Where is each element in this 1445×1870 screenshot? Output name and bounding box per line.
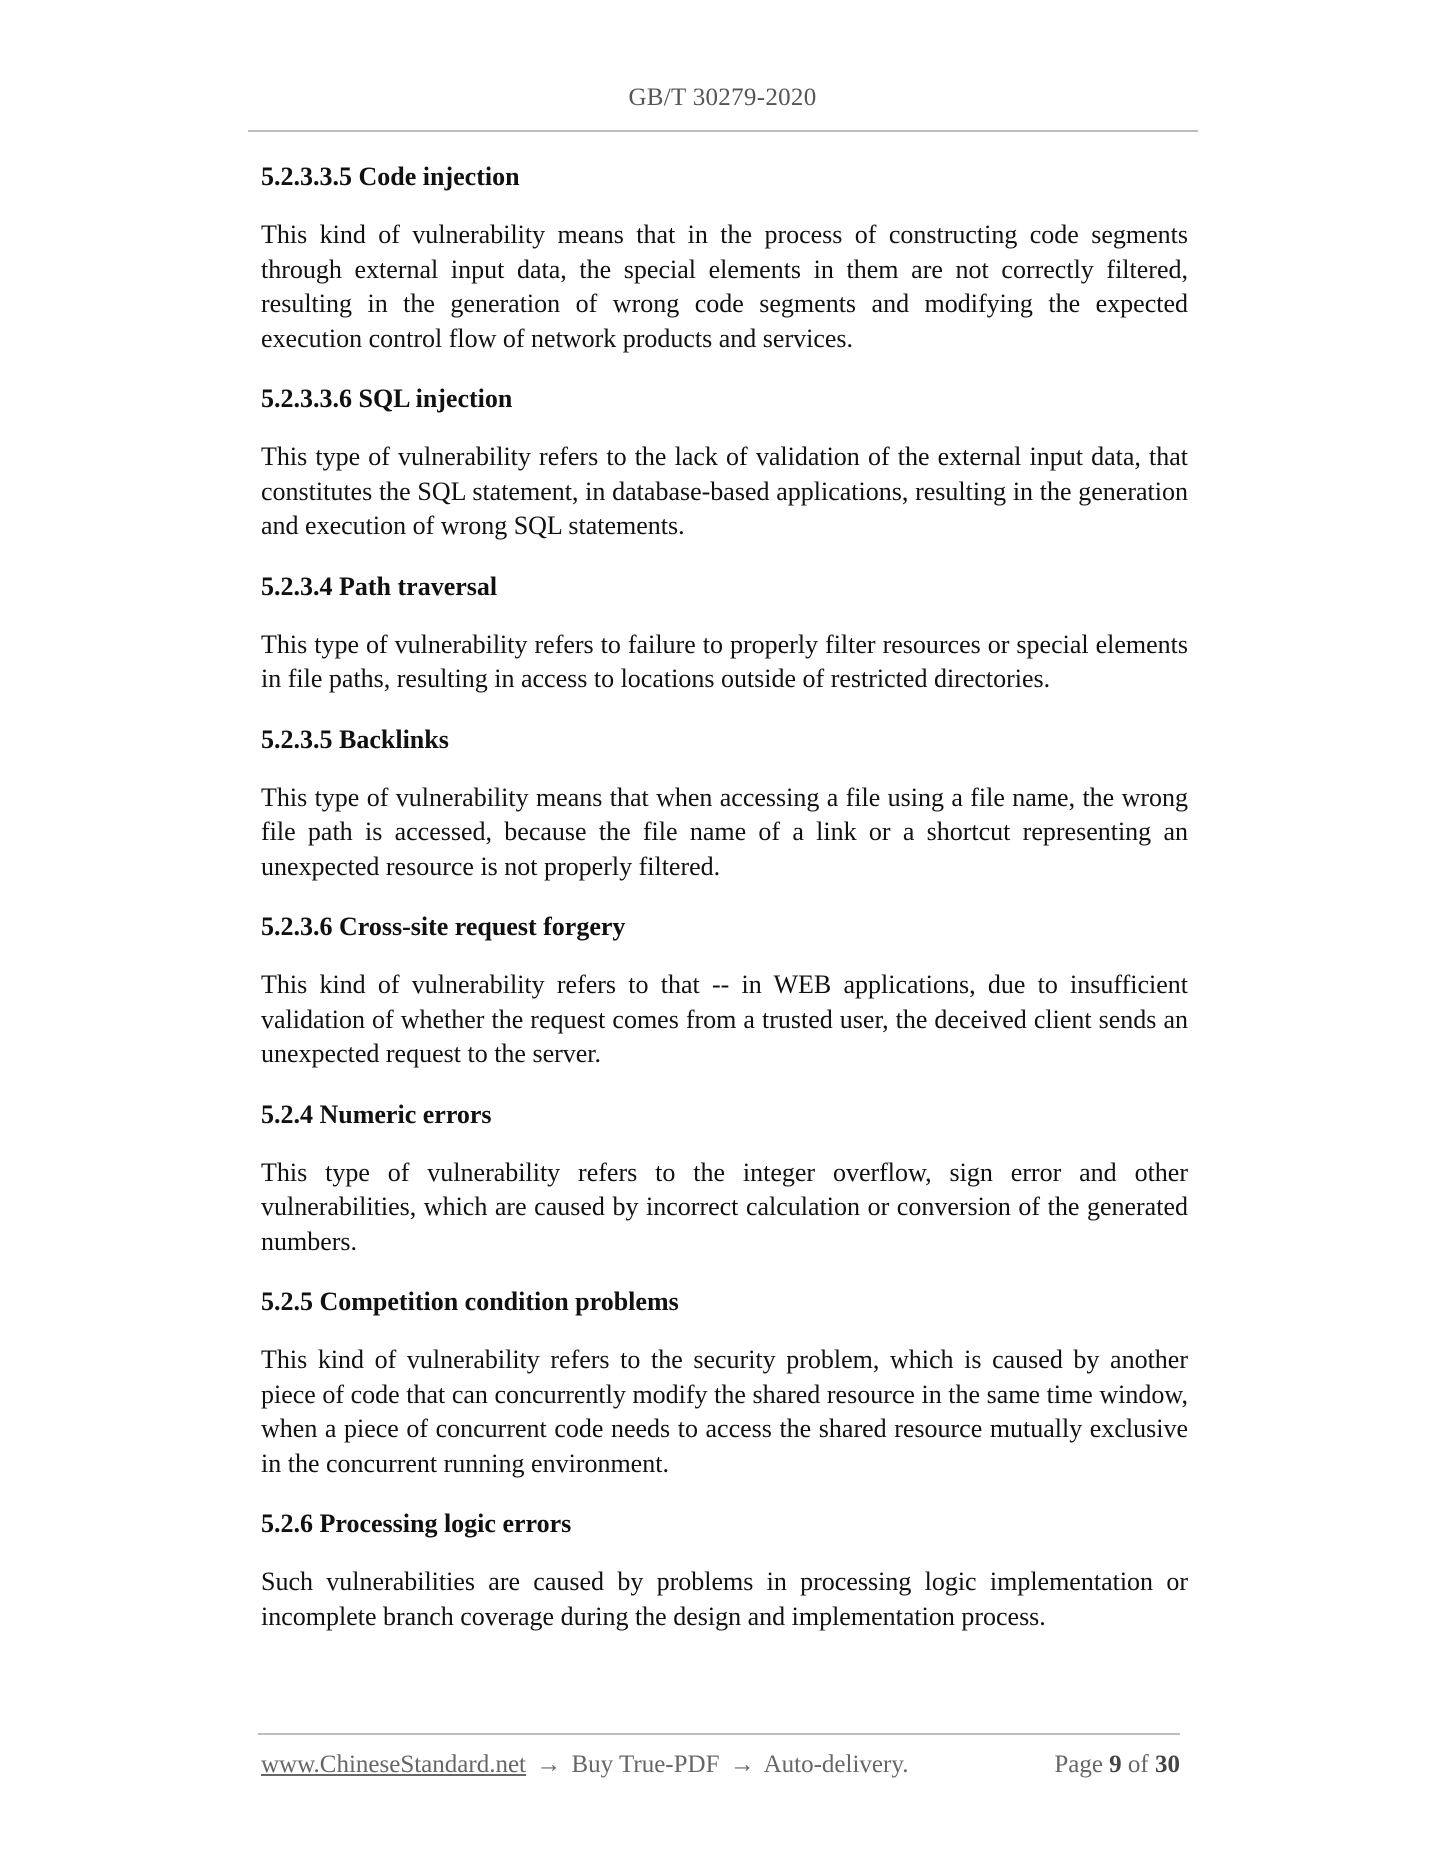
section-numeric-errors (261, 1098, 1188, 1260)
header-divider (248, 130, 1198, 132)
section-heading: 5.2.4 Numeric errors (261, 1099, 492, 1129)
section-paragraph: This kind of vulnerability refers to the security problem, which is caused by another piece of code that can concurrently modify the shared resource in the same time window, when a piece of concurrent code needs to access the shared resource mutually exclusive in the concurrent running environment. (261, 1345, 1188, 1478)
document-header-title: GB/T 30279-2020 (628, 84, 817, 111)
document-content (261, 160, 1188, 1660)
section-paragraph: This type of vulnerability means that when accessing a file using a file name, the wrong file path is accessed, because the file name of a link or a shortcut representing an unexpected resource is not properly filtered. (261, 782, 1188, 881)
page-label: Page (1054, 1751, 1103, 1778)
buy-true-pdf-text: Buy True-PDF (571, 1751, 720, 1778)
section-heading: 5.2.5 Competition condition problems (261, 1287, 679, 1316)
section-paragraph: This type of vulnerability refers to failure to properly filter resources or special elements in file paths, resulting in access to locations outside of restricted directories. (261, 629, 1188, 693)
section-paragraph: This kind of vulnerability refers to that -- in WEB applications, due to insufficient validation of whether the request comes from a trusted user, the deceived client sends an unexpected request to the server. (261, 970, 1188, 1068)
arrow-right-icon: → (536, 1751, 562, 1778)
section-sql-injection (261, 382, 1188, 544)
auto-delivery-text: Auto-delivery. (763, 1751, 909, 1778)
footer-promo (261, 1751, 908, 1779)
page-total-number: 30 (1155, 1751, 1180, 1778)
section-path-traversal (261, 570, 1188, 697)
section-heading: 5.2.3.3.5 Code injection (261, 162, 520, 191)
page-indicator (1054, 1751, 1180, 1779)
section-heading: 5.2.3.5 Backlinks (261, 724, 449, 754)
footer-divider (258, 1733, 1180, 1735)
page-of-label: of (1127, 1751, 1149, 1778)
arrow-right-icon: → (729, 1751, 755, 1778)
section-code-injection (261, 160, 1188, 356)
website-link[interactable]: www.ChineseStandard.net (261, 1751, 526, 1778)
page-current-number: 9 (1109, 1751, 1122, 1778)
section-heading: 5.2.6 Processing logic errors (261, 1509, 572, 1538)
section-heading: 5.2.3.6 Cross-site request forgery (261, 912, 626, 941)
section-paragraph: This type of vulnerability refers to the lack of validation of the external input data, that constitutes the SQL statement, in database-based applications, resulting in the generation and execution of wrong SQL statements. (261, 442, 1188, 540)
section-paragraph: Such vulnerabilities are caused by problems in processing logic implementation or incomplete branch coverage during the design and implementation process. (261, 1567, 1188, 1631)
section-csrf (261, 910, 1188, 1072)
section-paragraph: This kind of vulnerability means that in the process of constructing code segments through external input data, the special elements in them are not correctly filtered, resulting in the generation of wrong code segments and modifying the expected execution control flow of network products and services. (261, 220, 1188, 353)
section-backlinks (261, 723, 1188, 885)
section-processing-logic (261, 1507, 1188, 1634)
section-competition-condition (261, 1285, 1188, 1481)
section-heading: 5.2.3.3.6 SQL injection (261, 384, 513, 413)
section-paragraph: This type of vulnerability refers to the integer overflow, sign error and other vulnerabilities, which are caused by incorrect calculation or conversion of the generated numbers. (261, 1157, 1188, 1256)
section-heading: 5.2.3.4 Path traversal (261, 571, 498, 601)
